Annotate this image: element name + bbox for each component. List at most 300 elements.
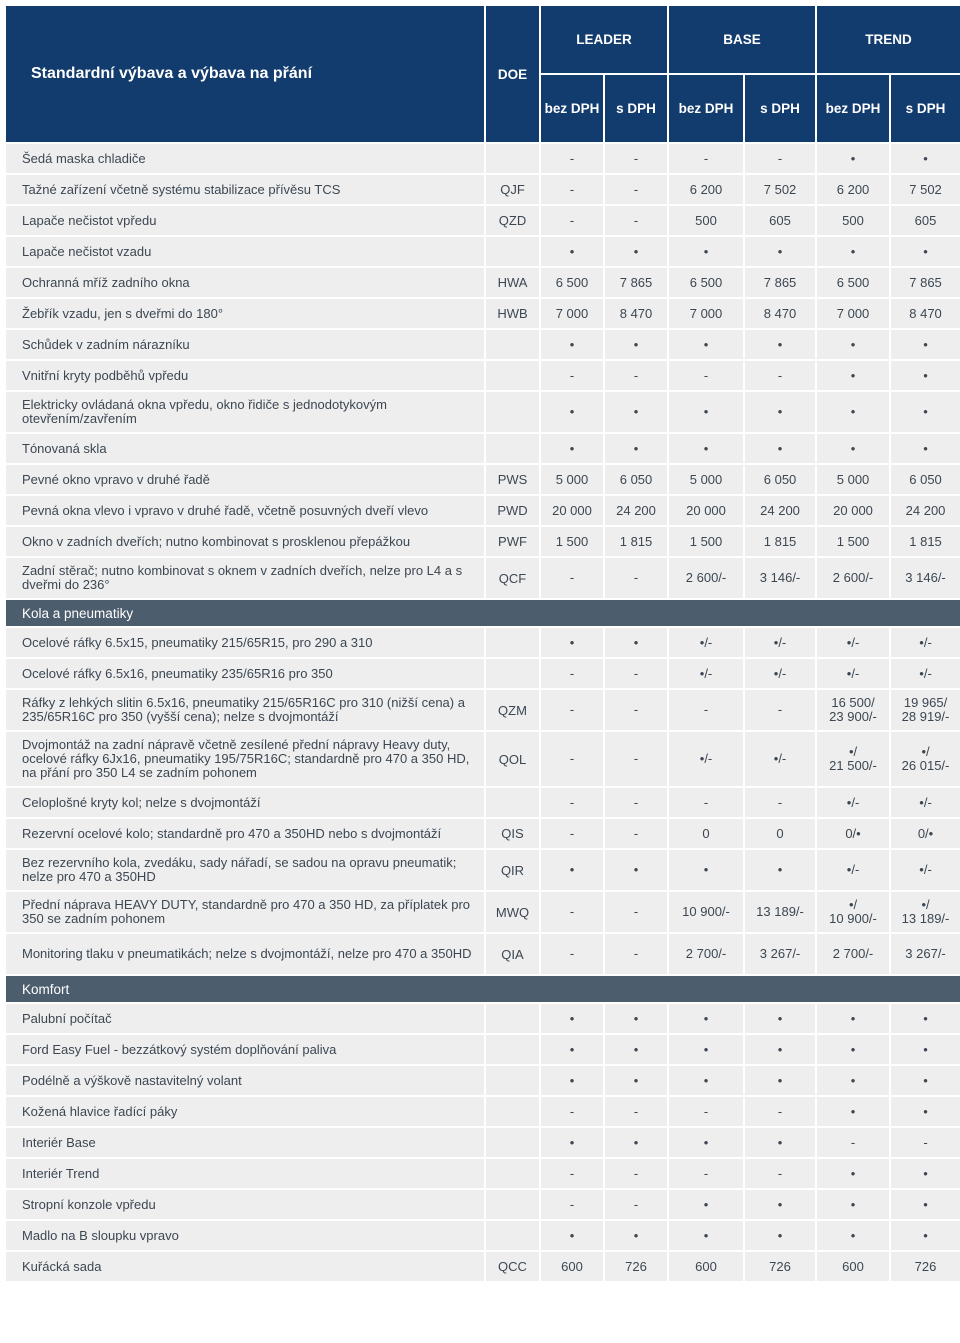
trend-net-price: •: [817, 1035, 889, 1064]
doe-code: QIS: [486, 819, 539, 848]
doe-code: PWS: [486, 465, 539, 494]
table-row: [6, 1159, 960, 1188]
leader-net-price: -: [541, 206, 603, 235]
leader-net-price: •: [541, 1066, 603, 1095]
trend-net-price: •: [817, 1097, 889, 1126]
leader-gross-price: •: [605, 1128, 667, 1157]
trend-gross-price: 605: [891, 206, 960, 235]
leader-gross-price: -: [605, 361, 667, 390]
trend-net-price: •/ 10 900/-: [817, 892, 889, 932]
group-base-header: BASE: [669, 6, 815, 73]
trend-gross-price: •: [891, 1035, 960, 1064]
leader-net-price: 5 000: [541, 465, 603, 494]
trend-gross-price: •/-: [891, 788, 960, 817]
leader-net-price: 20 000: [541, 496, 603, 525]
equipment-description: Schůdek v zadním nárazníku: [6, 330, 484, 359]
leader-gross-price: -: [605, 1190, 667, 1219]
table-row: [6, 1221, 960, 1250]
leader-net-price: -: [541, 819, 603, 848]
leader-net-price: •: [541, 628, 603, 657]
trend-gross-price: 3 267/-: [891, 934, 960, 974]
base-net-price: •/-: [669, 628, 743, 657]
leader-gross-price: -: [605, 206, 667, 235]
equipment-description: Interiér Trend: [6, 1159, 484, 1188]
table-row: [6, 527, 960, 556]
base-gross-price: •: [745, 1066, 815, 1095]
leader-gross-price: •: [605, 1221, 667, 1250]
doe-code: [486, 1004, 539, 1033]
table-row: [6, 659, 960, 688]
leader-gross-price: •: [605, 434, 667, 463]
doe-code: QOL: [486, 732, 539, 786]
table-row: [6, 788, 960, 817]
trend-net-price: •/ 21 500/-: [817, 732, 889, 786]
base-gross-price: -: [745, 1159, 815, 1188]
doe-code: [486, 1190, 539, 1219]
leader-net-price: -: [541, 892, 603, 932]
doe-code: MWQ: [486, 892, 539, 932]
group-trend-header: TREND: [817, 6, 960, 73]
leader-gross-price: -: [605, 819, 667, 848]
trend-net-price: •: [817, 237, 889, 266]
table-row: [6, 434, 960, 463]
leader-net-price: -: [541, 1190, 603, 1219]
equipment-description: Lapače nečistot vzadu: [6, 237, 484, 266]
leader-gross-price: •: [605, 1035, 667, 1064]
base-gross-price: 1 815: [745, 527, 815, 556]
price-header-leader-gross: s DPH: [605, 75, 667, 142]
trend-gross-price: 24 200: [891, 496, 960, 525]
equipment-description: Dvojmontáž na zadní nápravě včetně zesílené přední nápravy Heavy duty, ocelové ráfky 6Jx16, pneumatiky 195/75R16C; standardně pro 470 a 350 HD, na přání pro 350 L4 se zadním pohonem: [6, 732, 484, 786]
trend-gross-price: •: [891, 434, 960, 463]
table-row: [6, 175, 960, 204]
doe-code: [486, 1159, 539, 1188]
equipment-description: Bez rezervního kola, zvedáku, sady nářadí, se sadou na opravu pneumatik; nelze pro 470 a 350HD: [6, 850, 484, 890]
leader-net-price: •: [541, 330, 603, 359]
base-gross-price: •/-: [745, 732, 815, 786]
equipment-description: Okno v zadních dveřích; nutno kombinovat s prosklenou přepážkou: [6, 527, 484, 556]
table-body: [6, 144, 960, 1281]
trend-gross-price: -: [891, 1128, 960, 1157]
table-row: [6, 1190, 960, 1219]
leader-net-price: -: [541, 659, 603, 688]
leader-net-price: -: [541, 1159, 603, 1188]
equipment-table: [4, 4, 960, 1283]
base-gross-price: -: [745, 144, 815, 173]
doe-code: [486, 1066, 539, 1095]
trend-net-price: 20 000: [817, 496, 889, 525]
leader-net-price: •: [541, 1035, 603, 1064]
trend-gross-price: •: [891, 361, 960, 390]
trend-net-price: •: [817, 392, 889, 432]
trend-gross-price: •/ 26 015/-: [891, 732, 960, 786]
leader-net-price: -: [541, 732, 603, 786]
equipment-description: Šedá maska chladiče: [6, 144, 484, 173]
leader-gross-price: -: [605, 788, 667, 817]
base-gross-price: 13 189/-: [745, 892, 815, 932]
doe-code: HWA: [486, 268, 539, 297]
table-row: [6, 465, 960, 494]
table-row: [6, 1004, 960, 1033]
trend-net-price: 7 000: [817, 299, 889, 328]
leader-gross-price: •: [605, 1066, 667, 1095]
leader-net-price: 6 500: [541, 268, 603, 297]
base-gross-price: •: [745, 1221, 815, 1250]
leader-gross-price: -: [605, 934, 667, 974]
base-gross-price: •: [745, 330, 815, 359]
trend-gross-price: •/-: [891, 628, 960, 657]
trend-gross-price: •/-: [891, 850, 960, 890]
leader-net-price: 600: [541, 1252, 603, 1281]
base-net-price: •: [669, 237, 743, 266]
trend-net-price: 5 000: [817, 465, 889, 494]
table-row: [6, 1066, 960, 1095]
base-net-price: 2 700/-: [669, 934, 743, 974]
doe-code: [486, 788, 539, 817]
base-net-price: •: [669, 1128, 743, 1157]
leader-net-price: •: [541, 237, 603, 266]
leader-gross-price: 726: [605, 1252, 667, 1281]
equipment-description: Podélně a výškově nastavitelný volant: [6, 1066, 484, 1095]
equipment-description: Tónovaná skla: [6, 434, 484, 463]
base-gross-price: -: [745, 361, 815, 390]
base-gross-price: •: [745, 1128, 815, 1157]
equipment-description: Ocelové ráfky 6.5x16, pneumatiky 235/65R16 pro 350: [6, 659, 484, 688]
base-net-price: 2 600/-: [669, 558, 743, 598]
leader-gross-price: -: [605, 690, 667, 730]
leader-net-price: -: [541, 558, 603, 598]
trend-gross-price: •/-: [891, 659, 960, 688]
table-row: [6, 361, 960, 390]
leader-net-price: •: [541, 1128, 603, 1157]
leader-gross-price: -: [605, 1097, 667, 1126]
doe-code: QCC: [486, 1252, 539, 1281]
base-net-price: •: [669, 392, 743, 432]
section-header-row: [6, 600, 960, 626]
doe-code: [486, 330, 539, 359]
leader-gross-price: •: [605, 628, 667, 657]
trend-net-price: 2 600/-: [817, 558, 889, 598]
trend-gross-price: 8 470: [891, 299, 960, 328]
leader-net-price: •: [541, 434, 603, 463]
trend-gross-price: 19 965/ 28 919/-: [891, 690, 960, 730]
base-net-price: 0: [669, 819, 743, 848]
leader-gross-price: 1 815: [605, 527, 667, 556]
base-gross-price: -: [745, 788, 815, 817]
leader-net-price: •: [541, 850, 603, 890]
table-row: [6, 628, 960, 657]
equipment-description: Stropní konzole vpředu: [6, 1190, 484, 1219]
trend-gross-price: •: [891, 1097, 960, 1126]
trend-net-price: 2 700/-: [817, 934, 889, 974]
equipment-description: Elektricky ovládaná okna vpředu, okno řidiče s jednodotykovým otevřením/zavřením: [6, 392, 484, 432]
doe-code: [486, 1035, 539, 1064]
doe-code: [486, 392, 539, 432]
leader-gross-price: -: [605, 659, 667, 688]
trend-net-price: •: [817, 144, 889, 173]
trend-net-price: •/-: [817, 628, 889, 657]
equipment-description: Madlo na B sloupku vpravo: [6, 1221, 484, 1250]
base-gross-price: 3 267/-: [745, 934, 815, 974]
base-net-price: -: [669, 690, 743, 730]
trend-net-price: 6 500: [817, 268, 889, 297]
table-row: [6, 206, 960, 235]
base-net-price: •: [669, 1190, 743, 1219]
base-net-price: -: [669, 788, 743, 817]
price-header-leader-net: bez DPH: [541, 75, 603, 142]
trend-net-price: •/-: [817, 788, 889, 817]
trend-net-price: 1 500: [817, 527, 889, 556]
equipment-description: Ochranná mříž zadního okna: [6, 268, 484, 297]
base-net-price: 10 900/-: [669, 892, 743, 932]
trend-net-price: 6 200: [817, 175, 889, 204]
equipment-description: Pevná okna vlevo i vpravo v druhé řadě, včetně posuvných dveří vlevo: [6, 496, 484, 525]
base-gross-price: 24 200: [745, 496, 815, 525]
base-net-price: •/-: [669, 659, 743, 688]
leader-net-price: -: [541, 690, 603, 730]
leader-net-price: 7 000: [541, 299, 603, 328]
price-header-trend-gross: s DPH: [891, 75, 960, 142]
doe-code: [486, 434, 539, 463]
base-gross-price: 605: [745, 206, 815, 235]
table-row: [6, 299, 960, 328]
table-row: [6, 268, 960, 297]
base-net-price: •: [669, 1004, 743, 1033]
trend-gross-price: 7 865: [891, 268, 960, 297]
leader-gross-price: 7 865: [605, 268, 667, 297]
equipment-description: Tažné zařízení včetně systému stabilizace přívěsu TCS: [6, 175, 484, 204]
base-gross-price: 726: [745, 1252, 815, 1281]
section-header-row: [6, 976, 960, 1002]
doe-code: [486, 1097, 539, 1126]
leader-net-price: -: [541, 361, 603, 390]
trend-net-price: 600: [817, 1252, 889, 1281]
base-gross-price: •: [745, 1190, 815, 1219]
doe-code: [486, 1128, 539, 1157]
base-net-price: -: [669, 1097, 743, 1126]
doe-code: [486, 659, 539, 688]
base-net-price: •: [669, 850, 743, 890]
trend-gross-price: •/ 13 189/-: [891, 892, 960, 932]
base-net-price: •: [669, 1035, 743, 1064]
trend-gross-price: •: [891, 1159, 960, 1188]
leader-net-price: •: [541, 1221, 603, 1250]
equipment-description: Palubní počítač: [6, 1004, 484, 1033]
equipment-description: Ford Easy Fuel - bezzátkový systém doplňování paliva: [6, 1035, 484, 1064]
trend-gross-price: 0/•: [891, 819, 960, 848]
doe-code: PWF: [486, 527, 539, 556]
equipment-description: Ocelové ráfky 6.5x15, pneumatiky 215/65R15, pro 290 a 310: [6, 628, 484, 657]
trend-net-price: •: [817, 1221, 889, 1250]
equipment-description: Celoplošné kryty kol; nelze s dvojmontáží: [6, 788, 484, 817]
doe-code: [486, 1221, 539, 1250]
leader-net-price: -: [541, 1097, 603, 1126]
leader-net-price: •: [541, 392, 603, 432]
table-row: [6, 144, 960, 173]
table-row: [6, 558, 960, 598]
trend-gross-price: •: [891, 1221, 960, 1250]
table-row: [6, 1128, 960, 1157]
trend-net-price: •: [817, 1066, 889, 1095]
equipment-description: Pevné okno vpravo v druhé řadě: [6, 465, 484, 494]
table-row: [6, 934, 960, 974]
trend-net-price: •: [817, 1004, 889, 1033]
trend-net-price: •/-: [817, 850, 889, 890]
base-gross-price: 7 502: [745, 175, 815, 204]
equipment-description: Rezervní ocelové kolo; standardně pro 470 a 350HD nebo s dvojmontáží: [6, 819, 484, 848]
leader-net-price: -: [541, 934, 603, 974]
base-net-price: •: [669, 1066, 743, 1095]
trend-gross-price: 1 815: [891, 527, 960, 556]
base-net-price: •: [669, 330, 743, 359]
base-net-price: 6 200: [669, 175, 743, 204]
doe-code: [486, 361, 539, 390]
doe-code: [486, 628, 539, 657]
leader-gross-price: 8 470: [605, 299, 667, 328]
leader-net-price: -: [541, 144, 603, 173]
doe-header: DOE: [486, 6, 539, 142]
page-title: Standardní výbava a výbava na přání: [6, 6, 484, 142]
table-row: [6, 330, 960, 359]
trend-gross-price: 726: [891, 1252, 960, 1281]
trend-net-price: •: [817, 1190, 889, 1219]
leader-gross-price: -: [605, 1159, 667, 1188]
base-gross-price: •: [745, 237, 815, 266]
trend-net-price: 500: [817, 206, 889, 235]
trend-gross-price: 3 146/-: [891, 558, 960, 598]
equipment-description: Kuřácká sada: [6, 1252, 484, 1281]
base-gross-price: •: [745, 1035, 815, 1064]
equipment-description: Interiér Base: [6, 1128, 484, 1157]
equipment-description: Ráfky z lehkých slitin 6.5x16, pneumatiky 215/65R16C pro 310 (nižší cena) a 235/65R16C pro 350 (vyšší cena); nelze s dvojmontáží: [6, 690, 484, 730]
trend-net-price: •: [817, 1159, 889, 1188]
base-gross-price: 3 146/-: [745, 558, 815, 598]
base-gross-price: •: [745, 850, 815, 890]
doe-code: [486, 144, 539, 173]
base-net-price: 1 500: [669, 527, 743, 556]
doe-code: QCF: [486, 558, 539, 598]
base-net-price: •/-: [669, 732, 743, 786]
doe-code: HWB: [486, 299, 539, 328]
trend-gross-price: •: [891, 1066, 960, 1095]
doe-code: QJF: [486, 175, 539, 204]
table-row: [6, 1097, 960, 1126]
leader-gross-price: •: [605, 237, 667, 266]
trend-gross-price: •: [891, 144, 960, 173]
equipment-description: Monitoring tlaku v pneumatikách; nelze s dvojmontáží, nelze pro 470 a 350HD: [6, 934, 484, 974]
trend-gross-price: •: [891, 1190, 960, 1219]
table-row: [6, 1252, 960, 1281]
equipment-table-container: [6, 6, 954, 1283]
price-header-base-gross: s DPH: [745, 75, 815, 142]
leader-gross-price: 6 050: [605, 465, 667, 494]
equipment-description: Lapače nečistot vpředu: [6, 206, 484, 235]
trend-net-price: 16 500/ 23 900/-: [817, 690, 889, 730]
leader-gross-price: •: [605, 850, 667, 890]
base-gross-price: •: [745, 434, 815, 463]
leader-net-price: •: [541, 1004, 603, 1033]
base-net-price: -: [669, 1159, 743, 1188]
table-row: [6, 1035, 960, 1064]
base-net-price: 20 000: [669, 496, 743, 525]
trend-net-price: 0/•: [817, 819, 889, 848]
base-gross-price: 8 470: [745, 299, 815, 328]
doe-code: QZM: [486, 690, 539, 730]
section-title: Komfort: [6, 976, 960, 1002]
leader-gross-price: -: [605, 892, 667, 932]
base-net-price: 7 000: [669, 299, 743, 328]
leader-gross-price: -: [605, 144, 667, 173]
base-gross-price: •/-: [745, 628, 815, 657]
equipment-description: Žebřík vzadu, jen s dveřmi do 180°: [6, 299, 484, 328]
group-leader-header: LEADER: [541, 6, 667, 73]
table-row: [6, 732, 960, 786]
trend-net-price: •/-: [817, 659, 889, 688]
trend-gross-price: 7 502: [891, 175, 960, 204]
price-header-trend-net: bez DPH: [817, 75, 889, 142]
equipment-description: Zadní stěrač; nutno kombinovat s oknem v zadních dveřích, nelze pro L4 a s dveřmi do 236°: [6, 558, 484, 598]
table-row: [6, 892, 960, 932]
trend-net-price: -: [817, 1128, 889, 1157]
base-net-price: 5 000: [669, 465, 743, 494]
table-row: [6, 819, 960, 848]
trend-gross-price: •: [891, 392, 960, 432]
trend-net-price: •: [817, 434, 889, 463]
trend-gross-price: •: [891, 330, 960, 359]
leader-gross-price: •: [605, 1004, 667, 1033]
table-row: [6, 850, 960, 890]
table-header: [6, 6, 960, 142]
table-row: [6, 496, 960, 525]
section-title: Kola a pneumatiky: [6, 600, 960, 626]
base-net-price: -: [669, 361, 743, 390]
base-gross-price: 6 050: [745, 465, 815, 494]
trend-net-price: •: [817, 361, 889, 390]
base-gross-price: •/-: [745, 659, 815, 688]
doe-code: QZD: [486, 206, 539, 235]
table-row: [6, 690, 960, 730]
leader-gross-price: -: [605, 732, 667, 786]
leader-gross-price: -: [605, 558, 667, 598]
trend-gross-price: •: [891, 237, 960, 266]
base-gross-price: •: [745, 1004, 815, 1033]
base-net-price: •: [669, 434, 743, 463]
leader-net-price: -: [541, 788, 603, 817]
leader-gross-price: •: [605, 330, 667, 359]
base-gross-price: 7 865: [745, 268, 815, 297]
doe-code: QIR: [486, 850, 539, 890]
base-net-price: 600: [669, 1252, 743, 1281]
base-net-price: -: [669, 144, 743, 173]
leader-net-price: 1 500: [541, 527, 603, 556]
leader-gross-price: 24 200: [605, 496, 667, 525]
trend-net-price: •: [817, 330, 889, 359]
trend-gross-price: •: [891, 1004, 960, 1033]
equipment-description: Přední náprava HEAVY DUTY, standardně pro 470 a 350 HD, za příplatek pro 350 se zadním pohonem: [6, 892, 484, 932]
equipment-description: Vnitřní kryty podběhů vpředu: [6, 361, 484, 390]
base-net-price: •: [669, 1221, 743, 1250]
leader-gross-price: -: [605, 175, 667, 204]
base-gross-price: 0: [745, 819, 815, 848]
doe-code: QIA: [486, 934, 539, 974]
doe-code: [486, 237, 539, 266]
trend-gross-price: 6 050: [891, 465, 960, 494]
base-gross-price: •: [745, 392, 815, 432]
leader-net-price: -: [541, 175, 603, 204]
base-net-price: 6 500: [669, 268, 743, 297]
equipment-description: Kožená hlavice řadící páky: [6, 1097, 484, 1126]
leader-gross-price: •: [605, 392, 667, 432]
